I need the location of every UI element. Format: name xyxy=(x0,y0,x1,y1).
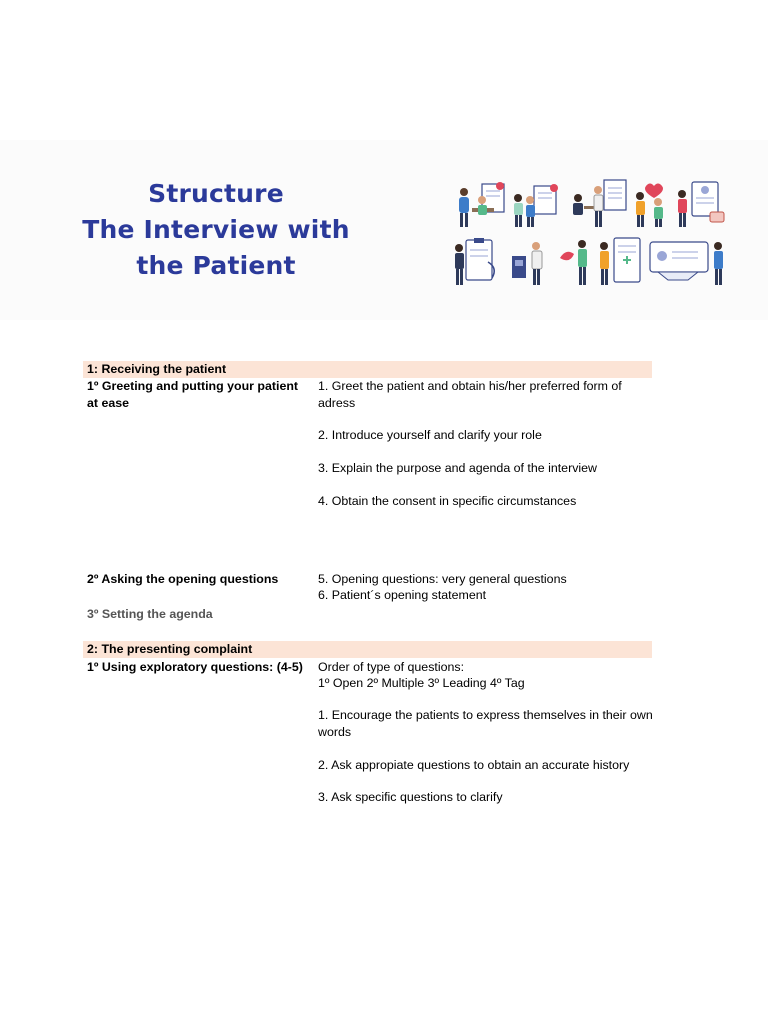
title-line-2: The Interview with xyxy=(82,215,350,244)
step-exploratory-label: 1º Using exploratory questions: (4-5) xyxy=(87,660,303,674)
list-item: 4. Obtain the consent in specific circumstances xyxy=(318,494,577,508)
patient-checkup-icon xyxy=(514,184,558,227)
online-consultation-icon xyxy=(650,242,723,285)
step-opening-questions-label: 2º Asking the opening questions xyxy=(87,572,279,586)
title-line-3: the Patient xyxy=(136,251,296,280)
consultation-icon xyxy=(573,180,626,227)
lab-test-icon xyxy=(512,242,542,285)
list-item: 6. Patient´s opening statement xyxy=(318,588,487,602)
consultation-illustration-icon xyxy=(452,176,732,292)
heart-care-icon xyxy=(636,184,663,228)
step-agenda-label: 3º Setting the agenda xyxy=(87,607,213,621)
clipboard-stethoscope-icon xyxy=(455,238,494,285)
section-heading-receiving: 1: Receiving the patient xyxy=(83,361,652,378)
question-order-line: 1º Open 2º Multiple 3º Leading 4º Tag xyxy=(318,676,525,690)
list-item: 1. Encourage the patients to express themselves in their own words xyxy=(318,708,653,739)
question-order-title: Order of type of questions: xyxy=(318,660,465,674)
list-item: 1. Greet the patient and obtain his/her preferred form of adress xyxy=(318,379,622,410)
step-greeting-label: 1º Greeting and putting your patient at ease xyxy=(87,379,299,410)
list-item: 5. Opening questions: very general questions xyxy=(318,572,567,586)
test-results-icon xyxy=(600,238,640,285)
title-line-1: Structure xyxy=(148,179,284,208)
section-heading-complaint: 2: The presenting complaint xyxy=(83,641,652,658)
list-item: 3. Ask specific questions to clarify xyxy=(318,790,503,804)
list-item: 2. Ask appropiate questions to obtain an accurate history xyxy=(318,758,630,772)
list-item: 3. Explain the purpose and agenda of the interview xyxy=(318,461,597,475)
list-item: 2. Introduce yourself and clarify your role xyxy=(318,428,542,442)
nutrition-icon xyxy=(560,240,587,285)
medical-report-icon xyxy=(678,182,724,227)
doctor-at-desk-icon xyxy=(459,182,504,227)
page-title xyxy=(70,176,362,284)
